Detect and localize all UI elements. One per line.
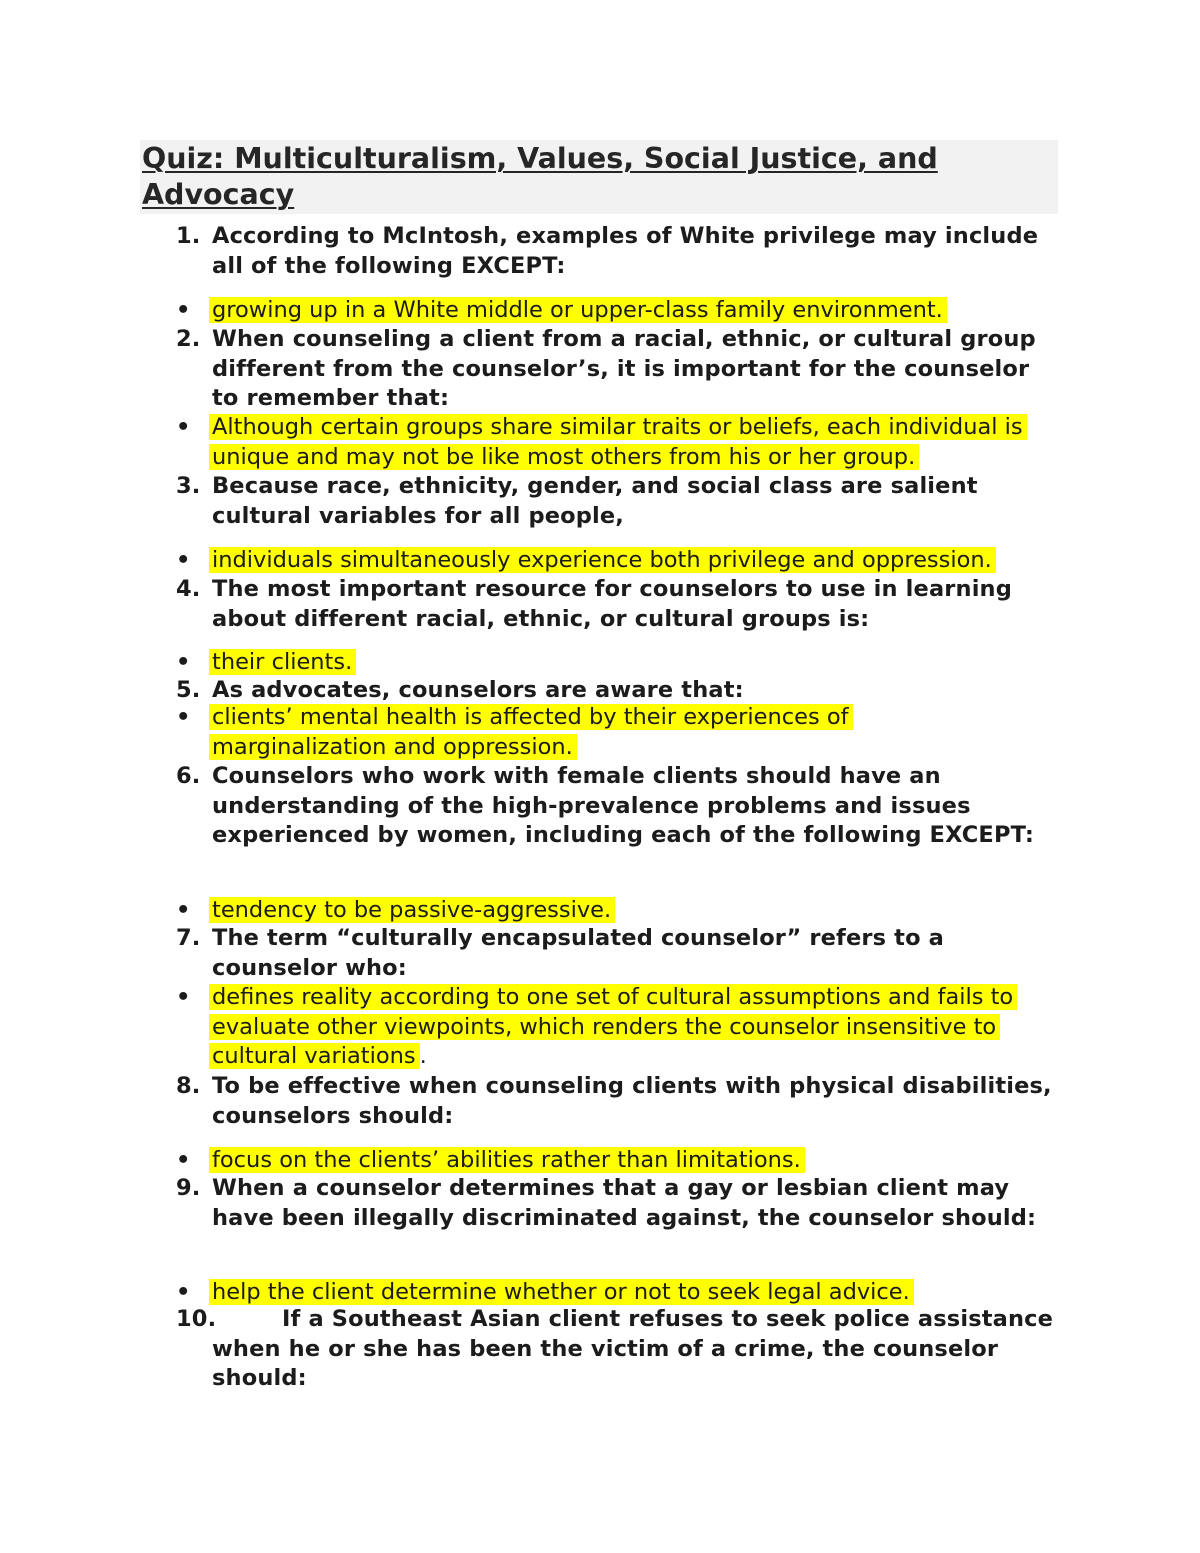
- question-6: [176, 762, 1062, 851]
- question-8: [176, 1072, 1062, 1131]
- question-number: 2.: [176, 326, 201, 352]
- answer-4: [176, 648, 1062, 678]
- question-text: When a counselor determines that a gay or lesbian client may have been illegally discriminated against, the counselor should:: [212, 1175, 1037, 1231]
- question-number: 3.: [176, 473, 201, 499]
- page-title: Quiz: Multiculturalism, Values, Social Justice, and Advocacy: [142, 142, 938, 211]
- highlighted-answer: Although certain groups share similar traits or beliefs, each individual is unique and may not be like most others from his or her group.: [209, 414, 1027, 470]
- highlighted-answer: tendency to be passive-aggressive.: [209, 897, 615, 923]
- highlighted-answer: their clients.: [209, 649, 356, 675]
- highlighted-answer: clients’ mental health is affected by their experiences of marginalization and oppression.: [209, 704, 853, 760]
- question-number: 1.: [176, 223, 201, 249]
- answer-5: [176, 703, 912, 762]
- question-text: As advocates, counselors are aware that:: [212, 677, 744, 703]
- question-number: 7.: [176, 925, 201, 951]
- highlighted-answer: focus on the clients’ abilities rather than limitations.: [209, 1147, 805, 1173]
- question-number: 9.: [176, 1175, 201, 1201]
- question-text: Because race, ethnicity, gender, and social class are salient cultural variables for all people,: [212, 473, 978, 529]
- highlighted-answer: individuals simultaneously experience both privilege and oppression.: [209, 547, 996, 573]
- question-2: [176, 325, 1062, 414]
- answer-1: [176, 296, 1062, 326]
- question-1: [176, 222, 1062, 281]
- highlighted-answer: defines reality according to one set of cultural assumptions and fails to evaluate other viewpoints, which renders the counselor insensitive to cultural variations: [209, 984, 1017, 1069]
- bullet-icon: •: [176, 1279, 191, 1305]
- question-number: 10.: [176, 1306, 217, 1332]
- question-number: 8.: [176, 1073, 201, 1099]
- bullet-icon: •: [176, 547, 191, 573]
- question-text: To be effective when counseling clients with physical disabilities, counselors should:: [212, 1073, 1052, 1129]
- bullet-icon: •: [176, 704, 191, 730]
- bullet-icon: •: [176, 984, 191, 1010]
- question-text: When counseling a client from a racial, ethnic, or cultural group different from the counselor’s, it is important for the counselor to remember that:: [212, 326, 1036, 412]
- highlighted-answer: growing up in a White middle or upper-class family environment.: [209, 297, 947, 323]
- question-5: [176, 676, 1062, 706]
- question-9: [176, 1174, 1062, 1233]
- bullet-icon: •: [176, 414, 191, 440]
- answer-3: [176, 546, 1062, 576]
- bullet-icon: •: [176, 297, 191, 323]
- question-text: If a Southeast Asian client refuses to seek police assistance when he or she has been the victim of a crime, the counselor should:: [212, 1306, 1054, 1392]
- bullet-icon: •: [176, 649, 191, 675]
- answer-8: [176, 1146, 1062, 1176]
- question-text: Counselors who work with female clients should have an understanding of the high-prevalence problems and issues experienced by women, including each of the following EXCEPT:: [212, 763, 1035, 849]
- answer-7: [176, 983, 1062, 1072]
- highlighted-answer: help the client determine whether or not to seek legal advice.: [209, 1279, 914, 1305]
- answer-trailing-period: .: [419, 1043, 427, 1070]
- question-text: The most important resource for counselors to use in learning about different racial, ethnic, or cultural groups is:: [212, 576, 1012, 632]
- answer-2: [176, 413, 1062, 472]
- question-4: [176, 575, 1062, 634]
- question-3: [176, 472, 1062, 531]
- question-text: According to McIntosh, examples of White privilege may include all of the following EXCEPT:: [212, 223, 1039, 279]
- question-text: The term “culturally encapsulated counselor” refers to a counselor who:: [212, 925, 944, 981]
- answer-9: [176, 1278, 1062, 1308]
- question-7: [176, 924, 1062, 983]
- question-number: 5.: [176, 677, 201, 703]
- question-number: 4.: [176, 576, 201, 602]
- bullet-icon: •: [176, 897, 191, 923]
- answer-6: [176, 896, 1062, 926]
- question-number: 6.: [176, 763, 201, 789]
- bullet-icon: •: [176, 1147, 191, 1173]
- question-10: [176, 1305, 1062, 1394]
